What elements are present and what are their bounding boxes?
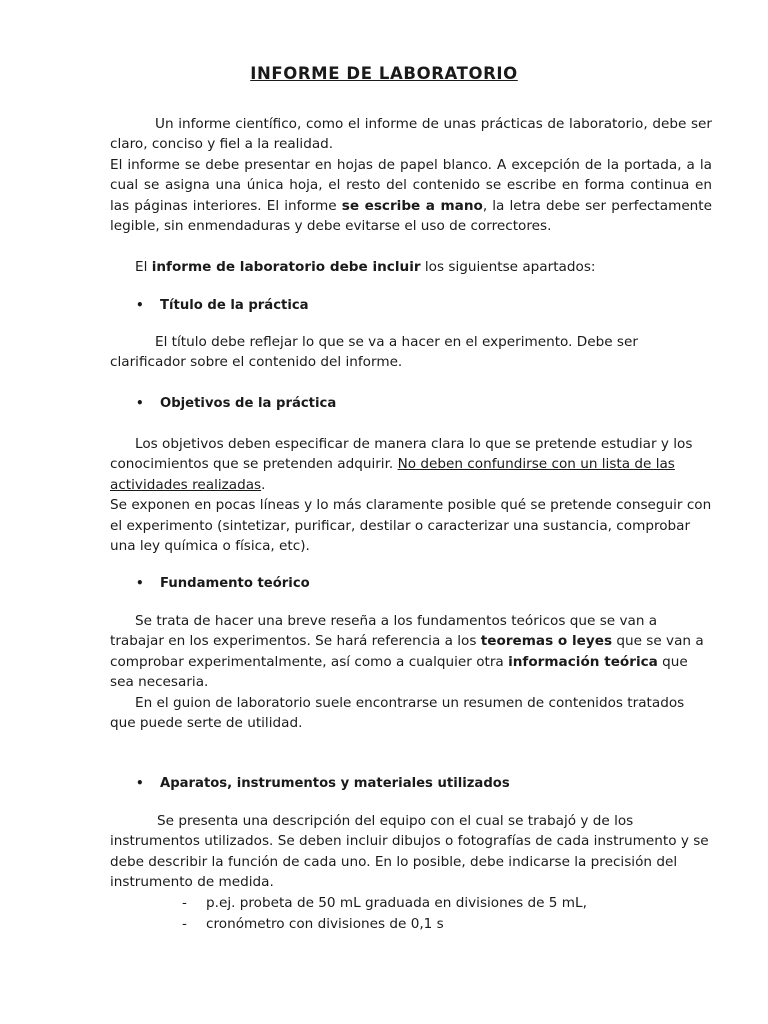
include-post: los siguientse apartados: (420, 259, 596, 275)
intro-paragraph-1: Un informe científico, como el informe de unas prácticas de laboratorio, debe ser claro, conciso y fiel a la realidad. (110, 116, 712, 153)
objetivos-text: Los objetivos deben especificar de manera clara lo que se pretende estudiar y los conocimientos que se pretenden adquirir. (110, 436, 693, 473)
list-item (182, 893, 587, 914)
fundamento-text: Se trata de hacer una breve reseña a los fundamentos teóricos que se van a trabajar en los experimentos. Se hará referencia a los (110, 613, 658, 650)
fundamento-paragraph-2: En el guion de laboratorio suele encontrarse un resumen de contenidos tratados que puede serte de utilidad. (110, 694, 685, 732)
objetivos-section (110, 434, 712, 556)
fundamento-bold-2: información teórica (508, 653, 658, 670)
heading-text: Objetivos de la práctica (160, 396, 337, 411)
bullet-icon: • (136, 298, 144, 312)
bullet-icon: • (136, 776, 144, 790)
intro-section (110, 114, 712, 236)
objetivos-paragraph-2: Se exponen en pocas líneas y lo más claramente posible qué se pretende conseguir con el experimento (sintetizar, purificar, destilar o caracterizar una sustancia, comprobar una ley química o física, etc). (110, 497, 712, 555)
dash-icon: - (182, 916, 187, 932)
bullet-icon: • (136, 396, 144, 410)
aparatos-section (110, 811, 712, 893)
heading-text: Aparatos, instrumentos y materiales utilizados (160, 776, 510, 791)
intro-text-end: , la letra debe ser perfectamente legible, sin enmendaduras y debe evitarse el uso de correctores. (110, 197, 712, 235)
bullet-icon: • (136, 576, 144, 590)
list-item (182, 914, 587, 935)
heading-aparatos (136, 773, 510, 794)
heading-text: Fundamento teórico (160, 576, 310, 591)
titulo-section (110, 332, 712, 373)
page-title: INFORME DE LABORATORIO (250, 64, 518, 83)
fundamento-paragraph-1 (110, 611, 712, 693)
objetivos-underlined-text: No deben confundirse con un lista de las actividades realizadas (110, 456, 675, 493)
heading-titulo (136, 295, 309, 316)
dash-icon: - (182, 895, 187, 911)
intro-text: El informe se debe presentar en hojas de papel blanco. A excepción de la portada, a la cual se asigna una única hoja, el resto del contenido se escribe en forma continua en las páginas interiores. El informe (110, 156, 712, 214)
fundamento-bold-1: teoremas o leyes (480, 633, 613, 650)
heading-fundamento (136, 573, 310, 594)
heading-objetivos (136, 393, 336, 414)
fundamento-text-2: que se van a comprobar experimentalmente, así como a cualquier otra (110, 633, 704, 670)
objetivos-paragraph-1 (110, 434, 712, 495)
include-bold: informe de laboratorio debe incluir (151, 259, 421, 275)
titulo-paragraph: El título debe reflejar lo que se va a hacer en el experimento. Debe ser clarificador sobre el contenido del informe. (110, 334, 638, 371)
list-item-text: cronómetro con divisiones de 0,1 s (206, 916, 444, 932)
heading-text: Título de la práctica (160, 298, 309, 313)
aparatos-paragraph: Se presenta una descripción del equipo con el cual se trabajó y de los instrumentos utilizados. Se deben incluir dibujos o fotografías de cada instrumento y se debe describir la función de cada uno. En lo posible, debe indicarse la precisión del instrumento de medida. (110, 813, 709, 891)
include-pre: El (135, 259, 152, 275)
intro-paragraph-2 (110, 155, 712, 237)
objetivos-text-end: . (261, 476, 266, 493)
include-line (110, 257, 712, 277)
instrument-list (182, 893, 587, 935)
fundamento-text-3: que sea necesaria. (110, 653, 688, 691)
intro-bold-text: se escribe a mano (341, 197, 483, 214)
list-item-text: p.ej. probeta de 50 mL graduada en divisiones de 5 mL, (206, 895, 587, 911)
fundamento-section (110, 611, 712, 733)
